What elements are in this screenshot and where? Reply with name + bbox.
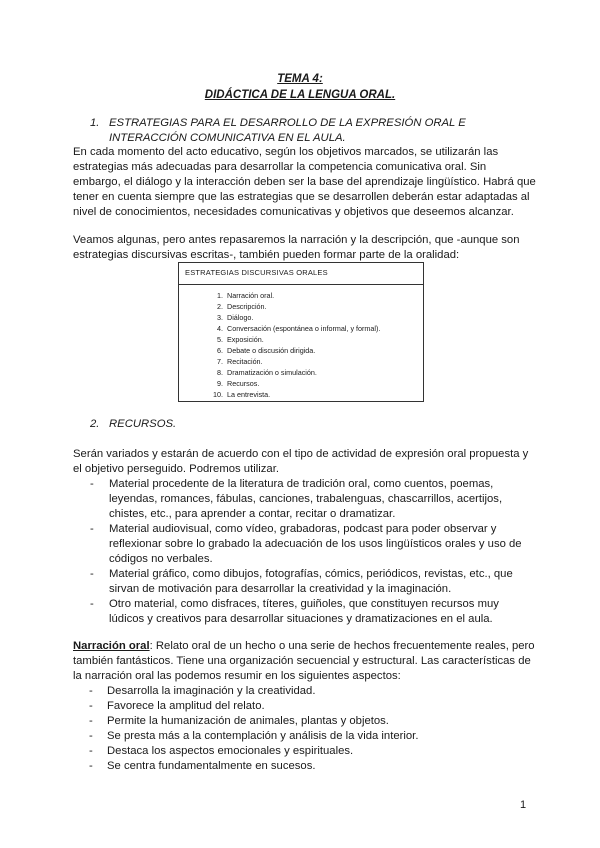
- bullet-line: leyendas, romances, fábulas, canciones, trabalenguas, chascarrillos, acertijos,: [109, 493, 503, 505]
- paragraph-line: también fantásticos. Tiene una organización secuencial y estructural. Las características de: [73, 655, 531, 667]
- paragraph-line: nivel de conocimientos, necesidades comunicativas y objetivos que deseemos alcanzar.: [73, 206, 514, 218]
- strategy-text: Recursos.: [227, 379, 260, 388]
- strategies-table-title: ESTRATEGIAS DISCURSIVAS ORALES: [185, 268, 328, 277]
- strategies-table: [178, 262, 424, 402]
- paragraph-line: la narración oral las podemos resumir en los siguientes aspectos:: [73, 670, 401, 682]
- characteristic-item: Se centra fundamentalmente en sucesos.: [107, 760, 316, 772]
- paragraph-line: tener en cuenta siempre que las estrategias que se desarrollen deberán estar adaptadas al: [73, 191, 530, 203]
- page-number: 1: [520, 799, 527, 811]
- bullet-line: lúdicos y creativos para desarrollar situaciones y dramatizaciones en el aula.: [109, 613, 493, 625]
- strategy-number: 5.: [217, 335, 223, 344]
- topic-label: TEMA 4:: [277, 73, 323, 85]
- section1-number: 1.: [90, 117, 100, 129]
- strategy-number: 1.: [217, 291, 223, 300]
- strategy-number: 2.: [217, 302, 223, 311]
- strategy-number: 6.: [217, 346, 223, 355]
- dash-marker: -: [89, 715, 93, 727]
- dash-marker: -: [89, 700, 93, 712]
- bullet-line: códigos no verbales.: [109, 553, 213, 565]
- narracion-definition-line: [73, 640, 535, 652]
- strategy-text: Diálogo.: [227, 313, 254, 322]
- section2-number: 2.: [90, 418, 100, 430]
- characteristic-item: Desarrolla la imaginación y la creatividad.: [107, 685, 316, 697]
- strategy-text: La entrevista.: [227, 390, 271, 399]
- section1-title-line2: INTERACCIÓN COMUNICATIVA EN EL AULA.: [109, 132, 346, 144]
- bullet-line: Material procedente de la literatura de tradición oral, como cuentos, poemas,: [109, 478, 494, 490]
- narracion-term: Narración oral: [73, 640, 150, 652]
- dash-marker: -: [89, 730, 93, 742]
- dash-marker: -: [89, 745, 93, 757]
- strategy-number: 10.: [213, 390, 223, 399]
- bullet-line: Material gráfico, como dibujos, fotografías, cómics, periódicos, revistas, etc., que: [109, 568, 513, 580]
- strategy-text: Narración oral.: [227, 291, 275, 300]
- narracion-definition: : Relato oral de un hecho o una serie de hechos frecuentemente reales, pero: [149, 640, 535, 652]
- strategy-text: Descripción.: [227, 302, 267, 311]
- bullet-marker: -: [90, 478, 94, 490]
- strategy-text: Debate o discusión dirigida.: [227, 346, 316, 355]
- characteristic-item: Favorece la amplitud del relato.: [107, 700, 265, 712]
- bullet-line: Otro material, como disfraces, títeres, guiñoles, que constituyen recursos muy: [109, 598, 499, 610]
- strategy-text: Conversación (espontánea o informal, y formal).: [227, 324, 381, 333]
- strategy-number: 7.: [217, 357, 223, 366]
- paragraph-line: Serán variados y estarán de acuerdo con el tipo de actividad de expresión oral propuesta y: [73, 448, 529, 460]
- characteristic-item: Se presta más a la contemplación y análisis de la vida interior.: [107, 730, 419, 742]
- characteristic-item: Destaca los aspectos emocionales y espirituales.: [107, 745, 354, 757]
- paragraph-line: estrategias discursivas escritas-, también pueden formar parte de la oralidad:: [73, 249, 460, 261]
- section2-title: RECURSOS.: [109, 418, 177, 430]
- bullet-line: Material audiovisual, como vídeo, grabadoras, podcast para poder observar y: [109, 523, 497, 535]
- bullet-marker: -: [90, 598, 94, 610]
- dash-marker: -: [89, 760, 93, 772]
- paragraph-line: En cada momento del acto educativo, según los objetivos marcados, se utilizarán las: [73, 146, 499, 158]
- strategy-text: Recitación.: [227, 357, 263, 366]
- dash-marker: -: [89, 685, 93, 697]
- paragraph-line: estrategias más adecuadas para desarrollar la competencia comunicativa oral. Sin: [73, 161, 487, 173]
- bullet-marker: -: [90, 523, 94, 535]
- strategy-number: 3.: [217, 313, 223, 322]
- strategy-text: Exposición.: [227, 335, 264, 344]
- bullet-marker: -: [90, 568, 94, 580]
- strategy-number: 4.: [217, 324, 223, 333]
- characteristic-item: Permite la humanización de animales, plantas y objetos.: [107, 715, 389, 727]
- bullet-line: reflexionar sobre lo grabado la adecuación de los usos lingüísticos orales y uso de: [109, 538, 522, 550]
- strategy-text: Dramatización o simulación.: [227, 368, 317, 377]
- strategy-number: 8.: [217, 368, 223, 377]
- bullet-line: chistes, etc., para aprender a contar, recitar o dramatizar.: [109, 508, 396, 520]
- table-divider: [179, 284, 423, 285]
- paragraph-line: embargo, el diálogo y la interacción deben ser la base del aprendizaje lingüístico. Habrá que: [73, 176, 536, 188]
- section1-title-line1: ESTRATEGIAS PARA EL DESARROLLO DE LA EXPRESIÓN ORAL E: [109, 117, 466, 129]
- document-title: DIDÁCTICA DE LA LENGUA ORAL.: [204, 89, 396, 101]
- paragraph-line: el objetivo perseguido. Podremos utilizar.: [73, 463, 279, 475]
- strategy-number: 9.: [217, 379, 223, 388]
- bullet-line: sirvan de motivación para desarrollar la creatividad y la imaginación.: [109, 583, 452, 595]
- paragraph-line: Veamos algunas, pero antes repasaremos la narración y la descripción, que -aunque son: [73, 234, 520, 246]
